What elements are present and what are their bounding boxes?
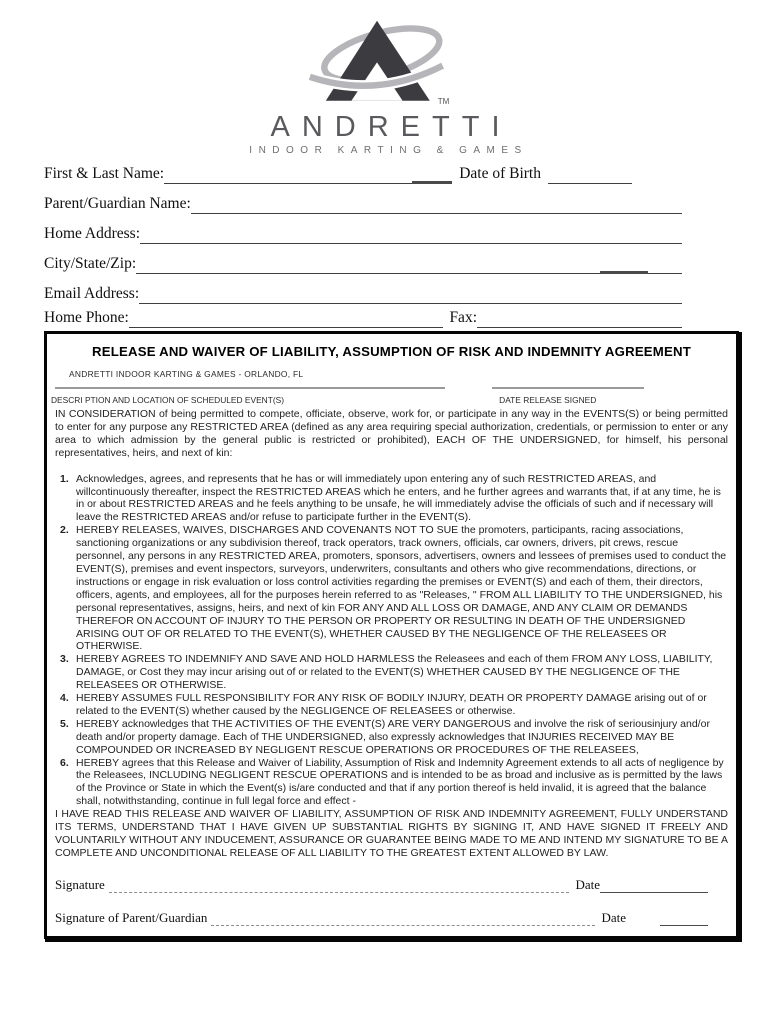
signature-date-line[interactable]	[600, 879, 708, 893]
acknowledgement-paragraph: I HAVE READ THIS RELEASE AND WAIVER OF LIABILITY, ASSUMPTION OF RISK AND INDEMNITY AGREEMENT, FULLY UNDERSTAND ITS TERMS, UNDERSTAND THAT I HAVE GIVEN UP SUBSTANTIAL RIGHTS BY SIGNING IT, AND HAVE SIGNED IT FREELY AND VOLUNTARILY WITHOUT ANY INDUCEMENT, ASSURANCE OR GUARANTEE BEING MADE TO ME AND INTEND MY SIGNATURE TO BE A COMPLETE AND UNCONDITIONAL RELEASE OF ALL LIABILITY TO THE GREATEST EXTENT ALLOWED BY LAW.	[55, 808, 728, 859]
guardian-signature-label: Signature of Parent/Guardian	[55, 909, 208, 925]
clause-2-number: 2.	[60, 524, 69, 537]
guardian-signature-row	[55, 910, 708, 926]
andretti-logo	[0, 0, 770, 156]
clause-4-text: HEREBY ASSUMES FULL RESPONSIBILITY FOR ANY RISK OF BODILY INJURY, DEATH OR PROPERTY DAMAGE arising out of or related to the EVENT(S) whether caused by the NEGLIGENCE OF RELEASEES or otherwise.	[76, 692, 707, 717]
email-label: Email Address:	[44, 285, 140, 302]
clause-5-number: 5.	[60, 717, 69, 730]
date-gap-spacer	[626, 912, 660, 926]
signature-label: Signature	[55, 876, 105, 892]
city-state-zip-row	[44, 255, 682, 274]
clause-1	[55, 473, 728, 525]
city-line-tail[interactable]	[648, 256, 682, 274]
header-field-labels	[51, 395, 728, 407]
signature-row	[55, 877, 708, 893]
name-input-line[interactable]	[164, 166, 412, 184]
city-line-bold-segment[interactable]	[600, 256, 648, 274]
date-release-signed-label: DATE RELEASE SIGNED	[499, 395, 597, 405]
fax-input-line[interactable]	[477, 310, 682, 328]
clause-3-number: 3.	[60, 653, 69, 666]
guardian-name-input-line[interactable]	[191, 196, 682, 214]
trademark-symbol: TM	[437, 97, 450, 106]
waiver-title: RELEASE AND WAIVER OF LIABILITY, ASSUMPTION OF RISK AND INDEMNITY AGREEMENT	[92, 344, 691, 359]
home-address-row	[44, 225, 682, 244]
clause-2-text: HEREBY RELEASES, WAIVES, DISCHARGES AND COVENANTS NOT TO SUE the promoters, participants, racing associations, sanctioning organizations or any subdivision thereof, track operators, track owners, officials, car owners, drivers, pit crews, rescue personnel, any persons in any RESTRICTED AREA, promoters, sponsors, advertisers, owners and lessees of premises used to conduct the EVENT(S), premises and event inspectors, surveyors, underwriters, consultants and others who give recommendations, directions, or instructions or engage in risk evaluation or loss control activities regarding the premises or EVENT(S) and each of them, their directors, officers, agents, and employees, all for the purposes herein referred to as "Releases, " FROM ALL LIABILITY TO THE UNDERSIGNED, his personal representatives, assigns, heirs, and next of kin FOR ANY AND ALL LOSS OR DAMAGE, AND ANY CLAIM OR DEMANDS THEREFOR ON ACCOUNT OF INJURY TO THE PERSON OR PROPERTY OR RESULTING IN DEATH OF THE UNDERSIGNED ARISING OUT OF OR RELATED TO THE EVENT(S), WHETHER CAUSED BY THE NEGLIGENCE OF THE RELEASEES OR OTHERWISE.	[76, 524, 727, 653]
name-dob-row	[44, 165, 682, 184]
brand-tagline: INDOOR KARTING & GAMES	[249, 145, 528, 156]
clause-5	[55, 718, 728, 757]
clause-6-text: HEREBY agrees that this Release and Waiver of Liability, Assumption of Risk and Indemnity Agreement extends to all acts of negligence by the Releasees, INCLUDING NEGLIGENT RESCUE OPERATIONS and is intended to be as broad and inclusive as is permitted by the laws of the Province or State in which the Event(s) is/are conducted and that if any portion thereof is held invalid, it is agreed that the balance shall, notwithstanding, continue in full legal force and effect -	[76, 756, 724, 808]
dob-label: Date of Birth	[459, 165, 541, 182]
home-address-input-line[interactable]	[140, 226, 682, 244]
home-address-label: Home Address:	[44, 225, 141, 242]
clause-6-number: 6.	[60, 756, 69, 769]
clause-5-text: HEREBY acknowledges that THE ACTIVITIES OF THE EVENT(S) ARE VERY DANGEROUS and involve the risk of seriousinjury and/or death and/or property damage. Each of THE UNDERSIGNED, also expressly acknowledges that INJURIES RECEIVED MAY BE COMPOUNDED OR INCREASED BY NEGLIGENT RESCUE OPERATIONS OR PROCEDURES OF THE RELEASEES,	[76, 717, 710, 756]
clause-2	[55, 524, 728, 653]
consideration-paragraph: IN CONSIDERATION of being permitted to compete, officiate, observe, work for, or participate in any way in the EVENTS(S) or being permitted to enter for any purpose any RESTRICTED AREA (defined as any area requiring special authorization, credentials, or permission to enter or any area to which admission by the general public is restricted or prohibited), EACH OF THE UNDERSIGNED, for himself, his personal representatives, heirs, and next of kin:	[55, 408, 728, 459]
clause-6	[55, 757, 728, 809]
clause-3	[55, 653, 728, 692]
clause-3-text: HEREBY AGREES TO INDEMNIFY AND SAVE AND HOLD HARMLESS the Releasees and each of them FROM ANY LOSS, LIABILITY, DAMAGE, or Cost they may incur arising out of or related to the EVENT(S) WHETHER CAUSED BY THE NEGLIGENCE OF THE RELEASEES OR OTHERWISE.	[76, 653, 713, 692]
guardian-date-line[interactable]	[660, 912, 708, 926]
phone-fax-row	[44, 309, 682, 328]
city-state-zip-label: City/State/Zip:	[44, 255, 137, 272]
waiver-box	[44, 331, 739, 939]
city-state-zip-input-line[interactable]	[136, 256, 600, 274]
home-phone-input-line[interactable]	[129, 310, 444, 328]
signature-date-label: Date	[575, 876, 600, 892]
signature-line[interactable]	[109, 879, 570, 893]
venue-line: ANDRETTI INDOOR KARTING & GAMES - ORLANDO, FL	[69, 369, 304, 379]
clause-4	[55, 692, 728, 718]
fax-label: Fax:	[449, 309, 477, 326]
contact-form	[44, 165, 682, 328]
signature-section	[55, 877, 728, 926]
guardian-name-row	[44, 195, 682, 214]
email-input-line[interactable]	[139, 286, 682, 304]
andretti-a-swoosh-icon	[285, 16, 485, 112]
event-description-label: DESCRI PTION AND LOCATION OF SCHEDULED EVENT(S)	[51, 395, 284, 405]
guardian-signature-line[interactable]	[211, 912, 595, 926]
guardian-date-label: Date	[601, 909, 626, 925]
event-rule-line[interactable]	[55, 387, 445, 389]
guardian-name-label: Parent/Guardian Name:	[44, 195, 191, 212]
row-end-spacer	[632, 166, 682, 184]
home-phone-label: Home Phone:	[44, 309, 129, 326]
email-row	[44, 285, 682, 304]
name-label: First & Last Name:	[44, 165, 165, 182]
brand-wordmark: ANDRETTI	[270, 111, 512, 143]
name-line-bold-segment[interactable]	[412, 166, 452, 184]
clause-1-text: Acknowledges, agrees, and represents that he has or will immediately upon entering any of such RESTRICTED AREAS, and willcontinuously thereafter, inspect the RESTRICTED AREAS which he enters, and he further agrees and warrants that, if at any time, he is in or about RESTRICTED AREAS and he feels anything to be unsafe, he will immediately advise the officials of such and if necessary will leave the RESTRICTED AREAS and/or refuse to participate further in the EVENT(S).	[76, 472, 721, 524]
dob-input-line[interactable]	[548, 166, 632, 184]
clause-1-number: 1.	[60, 472, 69, 485]
header-rules	[55, 383, 728, 392]
clause-4-number: 4.	[60, 692, 69, 705]
date-rule-line[interactable]	[492, 387, 643, 389]
waiver-clauses	[55, 473, 728, 809]
